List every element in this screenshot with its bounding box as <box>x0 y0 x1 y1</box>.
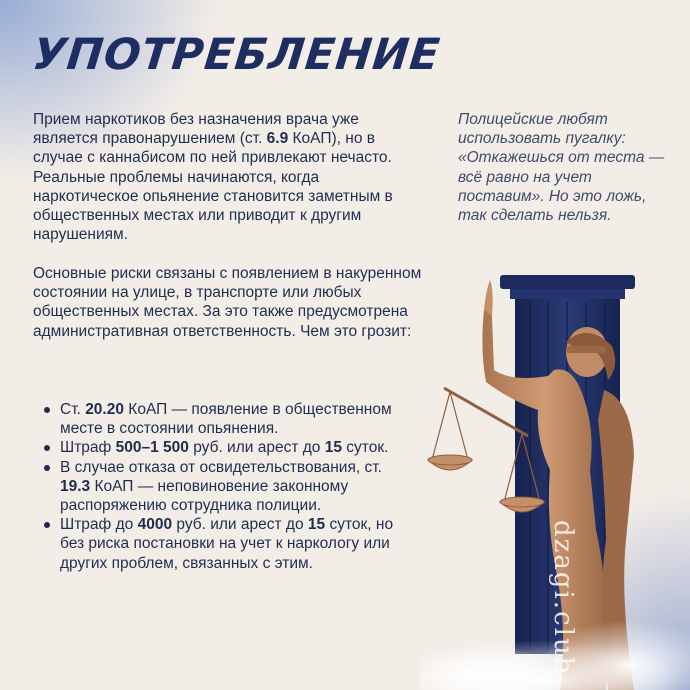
side-quote: Полицейские любят использовать пугалку: «Откажешься от теста — всё равно на учет поставим». Но это ложь, так сделать нельзя. <box>458 111 665 225</box>
list-item: Ст. 20.20 КоАП — появление в общественном месте в состоянии опьянения. <box>33 400 405 438</box>
intro-text-end: КоАП), но в случае с каннабисом по ней привлекают нечасто. Реальные проблемы начинаются, когда наркотическое опьянение становится заметным в общественных местах или приводит к другим нарушениям. <box>33 130 393 244</box>
article-number: 6.9 <box>266 130 289 148</box>
list-item: Штраф 500–1 500 руб. или арест до 15 суток. <box>33 438 405 457</box>
list-item: В случае отказа от освидетельствования, ст. 19.3 КоАП — неповиновение законному распоряжению сотрудника полиции. <box>33 458 405 516</box>
penalty-list <box>33 400 405 573</box>
intro-paragraph <box>33 110 425 244</box>
risks-paragraph: Основные риски связаны с появлением в накуренном состоянии на улице, в транспорте или любых общественных местах. За это также предусмотрена административная ответственность. Чем это грозит: <box>33 265 422 340</box>
watermark-logo: dzagi.club <box>548 520 578 676</box>
page-title: УПОТРЕБЛЕНИЕ <box>30 30 443 80</box>
list-item: Штраф до 4000 руб. или арест до 15 суток, но без риска постановки на учет к наркологу или других проблем, связанных с этим. <box>33 515 405 573</box>
intro-text-start: Прием наркотиков без назначения врача уже является правонарушением (ст. <box>33 111 359 148</box>
